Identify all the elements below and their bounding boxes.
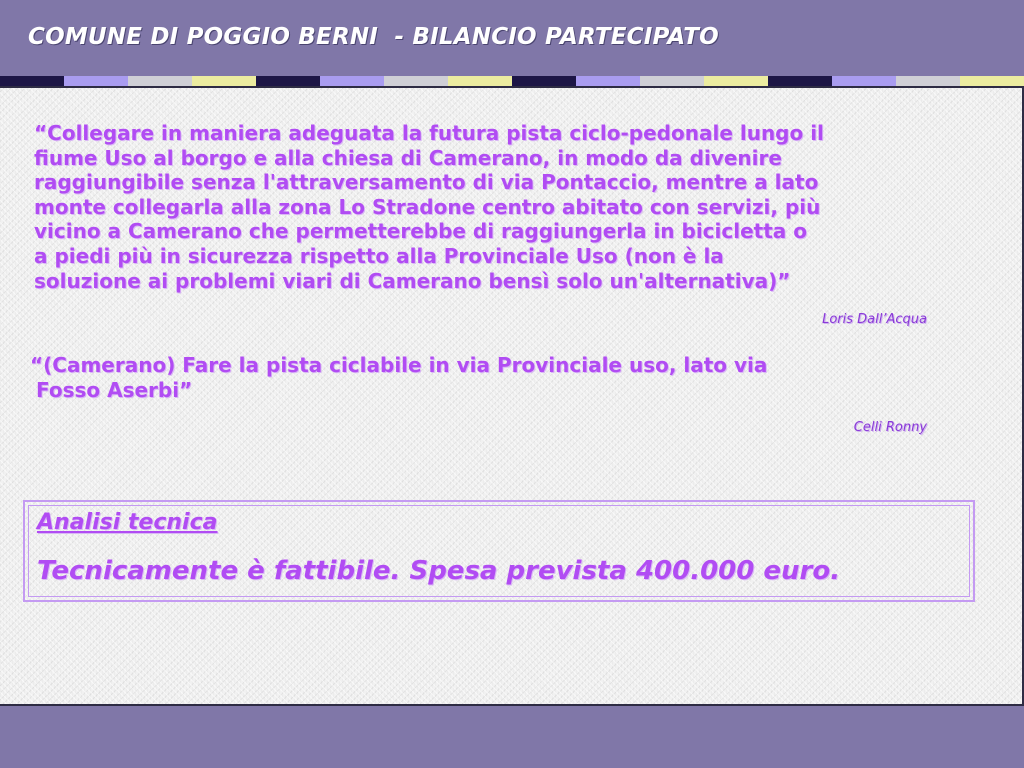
quote-1-line: soluzione ai problemi viari di Camerano bensì solo un'alternativa)” — [34, 268, 791, 293]
slide-content — [0, 88, 1024, 704]
quote-2-line: “(Camerano) Fare la pista ciclabile in via Provinciale uso, lato via — [30, 353, 768, 377]
quote-1-author: Loris Dall’Acqua — [822, 312, 927, 327]
quote-1 — [34, 121, 934, 293]
stripe-segment — [960, 76, 1024, 86]
stripe-segment — [640, 76, 704, 86]
quote-1-line: a piedi più in sicurezza rispetto alla Provinciale Uso (non è la — [34, 243, 724, 268]
slide-footer — [0, 706, 1024, 768]
stripe-segment — [576, 76, 640, 86]
stripe-segment — [128, 76, 192, 86]
stripe-segment — [192, 76, 256, 86]
decorative-stripe-bar — [0, 76, 1024, 86]
stripe-segment — [448, 76, 512, 86]
analysis-box — [23, 500, 975, 602]
analysis-heading: Analisi tecnica — [37, 510, 218, 535]
quote-1-line: fiume Uso al borgo e alla chiesa di Camerano, in modo da divenire — [34, 145, 782, 170]
quote-1-line: monte collegarla alla zona Lo Stradone centro abitato con servizi, più — [34, 194, 821, 219]
quote-2-line: Fosso Aserbi” — [36, 377, 193, 402]
analysis-text: Tecnicamente è fattibile. Spesa prevista 400.000 euro. — [37, 556, 841, 586]
quote-1-line: raggiungibile senza l'attraversamento di via Pontaccio, mentre a lato — [34, 170, 819, 195]
stripe-segment — [704, 76, 768, 86]
quote-2-author: Celli Ronny — [853, 420, 927, 435]
stripe-segment — [896, 76, 960, 86]
slide-title: COMUNE DI POGGIO BERNI - BILANCIO PARTECIPATO — [28, 24, 719, 50]
stripe-segment — [256, 76, 320, 86]
quote-1-line: “Collegare in maniera adeguata la futura pista ciclo-pedonale lungo il — [34, 121, 824, 145]
stripe-segment — [0, 76, 64, 86]
stripe-segment — [64, 76, 128, 86]
quote-1-line: vicino a Camerano che permetterebbe di raggiungerla in bicicletta o — [34, 219, 807, 244]
stripe-segment — [320, 76, 384, 86]
quote-2 — [30, 353, 910, 402]
slide-header — [0, 0, 1024, 76]
stripe-segment — [512, 76, 576, 86]
stripe-segment — [832, 76, 896, 86]
stripe-segment — [768, 76, 832, 86]
stripe-segment — [384, 76, 448, 86]
